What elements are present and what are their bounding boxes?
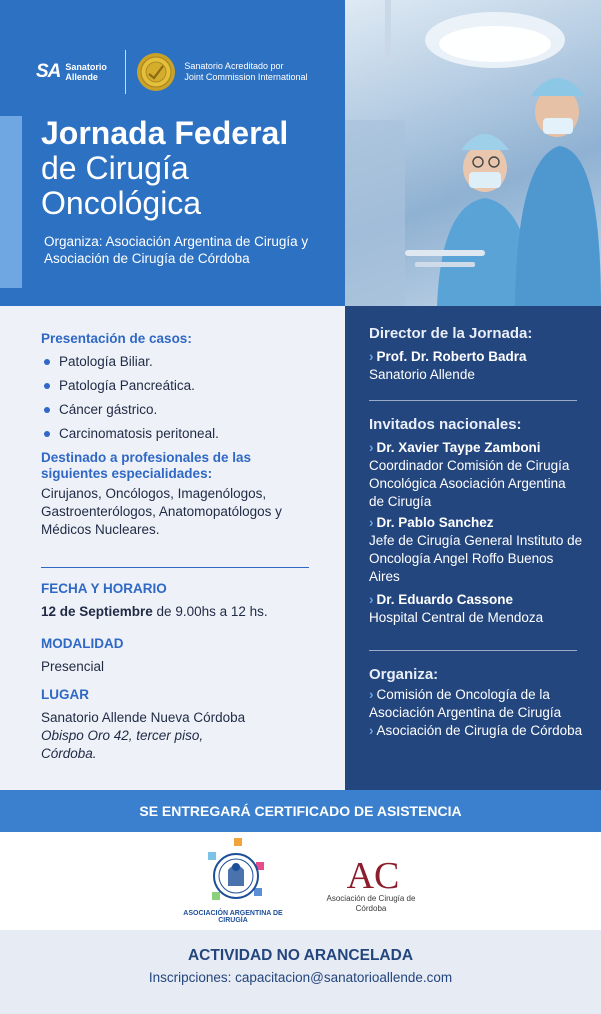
chevron-right-icon: › (369, 349, 374, 364)
audience-section (41, 450, 311, 539)
cases-list (41, 350, 219, 446)
chevron-right-icon: › (369, 515, 374, 530)
organizer-text: Organiza: Asociación Argentina de Cirugía y Asociación de Cirugía de Córdoba (44, 234, 309, 266)
title-line-2: de Cirugía (41, 150, 189, 186)
cases-section (41, 331, 219, 446)
date-section (41, 581, 268, 621)
chevron-right-icon: › (369, 723, 374, 738)
jci-seal-icon (136, 52, 176, 92)
footer (0, 930, 601, 1014)
place-line-3: Córdoba. (41, 746, 97, 761)
guest-name: › Dr. Eduardo Cassone (369, 592, 514, 607)
audience-text: Cirujanos, Oncólogos, Imagenólogos, Gastroenterólogos, Anatomopatólogos y Médicos Nucleares. (41, 486, 282, 537)
logo-divider (125, 50, 126, 94)
guest-role: Hospital Central de Mendoza (369, 610, 544, 625)
title-line-1: Jornada Federal (41, 115, 289, 151)
partner-logos (0, 832, 601, 930)
accent-bar (0, 116, 22, 288)
organizer-item: › Asociación de Cirugía de Córdoba (369, 723, 583, 738)
place-title: LUGAR (41, 687, 89, 702)
mode-value: Presencial (41, 659, 105, 674)
free-activity-text: ACTIVIDAD NO ARANCELADA (187, 947, 414, 964)
organizers-section (369, 666, 584, 740)
bullet-icon (44, 407, 50, 413)
guest-role: Jefe de Cirugía General Instituto de Oncología Angel Roffo Buenos Aires (369, 533, 583, 584)
guests-title: Invitados nacionales: (369, 416, 522, 433)
aac-caption: ASOCIACIÓN ARGENTINA DE CIRUGÍA (183, 910, 283, 924)
acc-logo-icon (338, 854, 408, 894)
title-line-3: Oncológica (41, 185, 202, 221)
divider (369, 400, 577, 401)
certificate-text: SE ENTREGARÁ CERTIFICADO DE ASISTENCIA (139, 803, 462, 819)
sanatorio-allende-logo-mark: SA (36, 61, 61, 82)
bullet-icon (44, 383, 50, 389)
guest-name: › Dr. Pablo Sanchez (369, 515, 494, 530)
place-section (41, 687, 245, 763)
guests-section (369, 416, 584, 627)
date-value: 12 de Septiembre de 9.00hs a 12 hs. (41, 604, 268, 619)
date-title: FECHA Y HORARIO (41, 581, 167, 596)
place-line-2: Obispo Oro 42, tercer piso, (41, 728, 204, 743)
chevron-right-icon: › (369, 592, 374, 607)
svg-text:AC: AC (346, 855, 400, 894)
sanatorio-allende-logo-name: Sanatorio Allende (65, 62, 107, 82)
mode-section (41, 636, 124, 676)
surgery-illustration (345, 0, 601, 306)
list-item: Patología Biliar. (41, 350, 219, 374)
guest-name: › Dr. Xavier Taype Zamboni (369, 440, 541, 455)
director-name: › Prof. Dr. Roberto Badra (369, 349, 527, 364)
mode-title: MODALIDAD (41, 636, 124, 651)
chevron-right-icon: › (369, 440, 374, 455)
director-title: Director de la Jornada: (369, 325, 533, 342)
director-org: Sanatorio Allende (369, 367, 475, 382)
cases-title: Presentación de casos: (41, 331, 192, 346)
bullet-icon (44, 431, 50, 437)
event-title (41, 116, 351, 221)
divider (369, 650, 577, 651)
header-banner (0, 0, 601, 306)
list-item: Cáncer gástrico. (41, 398, 219, 422)
chevron-right-icon: › (369, 687, 374, 702)
bullet-icon (44, 359, 50, 365)
logo-row (36, 48, 344, 96)
audience-title: Destinado a profesionales de las siguientes especialidades: (41, 450, 252, 481)
surgeons-photo (345, 0, 601, 306)
divider (41, 567, 309, 568)
registration-email[interactable]: Inscripciones: capacitacion@sanatorioallende.com (148, 970, 453, 985)
certificate-banner (0, 790, 601, 832)
accreditation-text: Sanatorio Acreditado por Joint Commission International (184, 61, 308, 82)
acc-caption: Asociación de Cirugía de Córdoba (326, 894, 416, 913)
list-item: Carcinomatosis peritoneal. (41, 422, 219, 446)
organizers-title: Organiza: (369, 666, 439, 683)
aac-logo-icon (204, 838, 268, 910)
place-line-1: Sanatorio Allende Nueva Córdoba (41, 710, 246, 725)
organizer-item: › Comisión de Oncología de la Asociación Argentina de Cirugía (369, 687, 562, 720)
director-section (369, 325, 584, 384)
guest-role: Coordinador Comisión de Cirugía Oncológica Asociación Argentina de Cirugía (369, 458, 570, 509)
list-item: Patología Pancreática. (41, 374, 219, 398)
